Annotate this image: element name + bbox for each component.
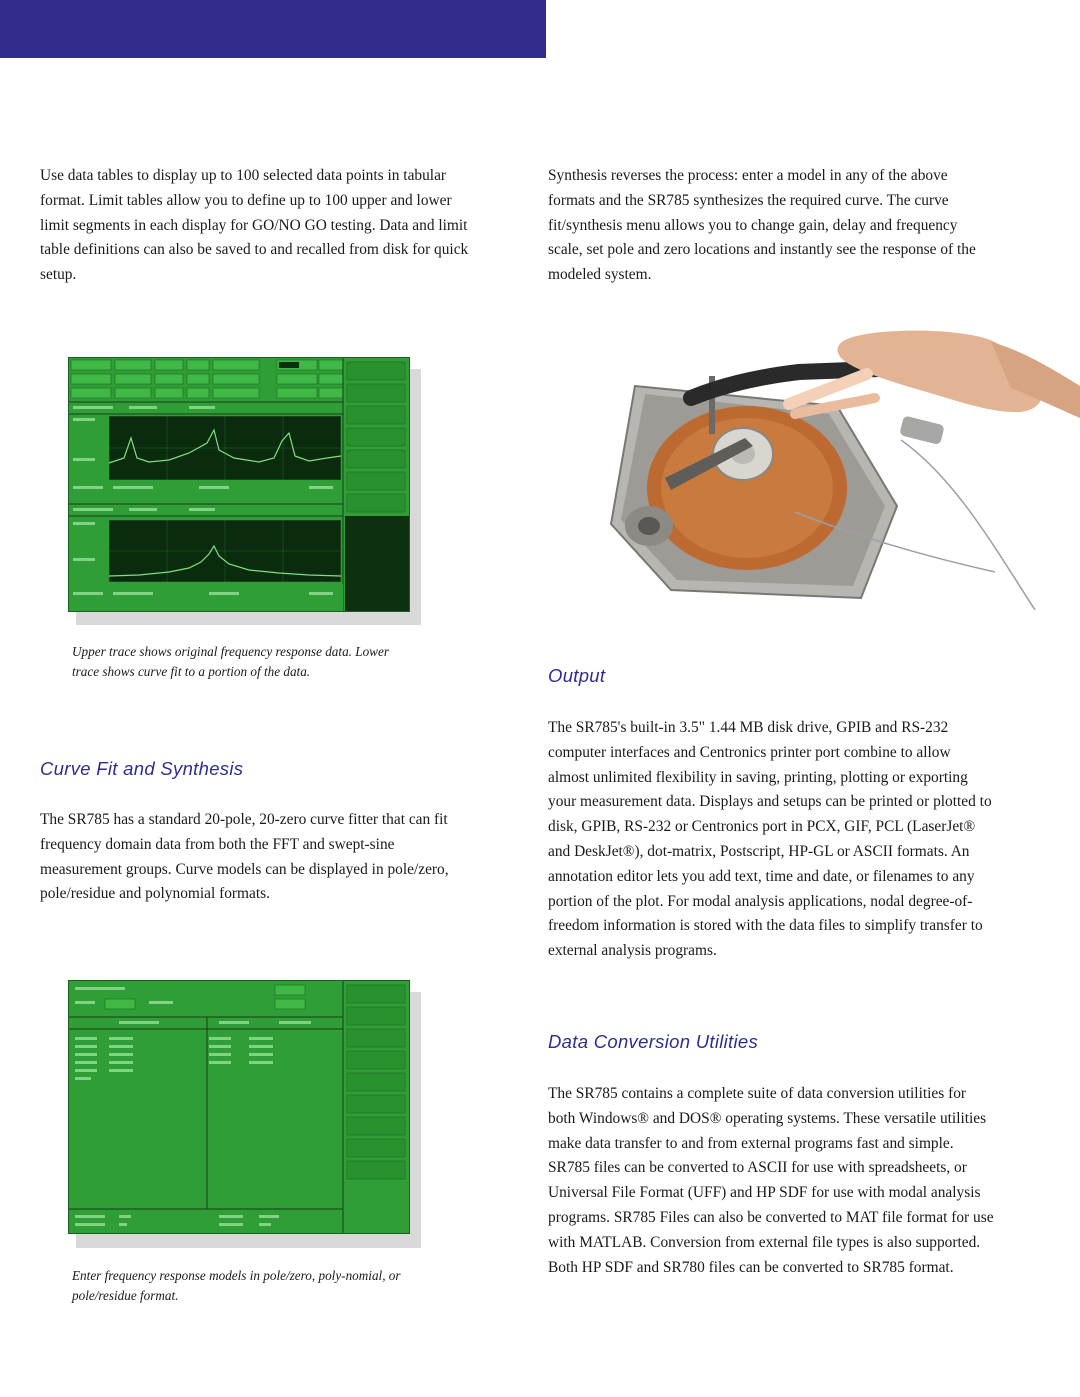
- curve-fit-paragraph: The SR785 has a standard 20-pole, 20-zero curve fitter that can fit frequency domain data from both the FFT and swept-sine measurement groups. Curve models can be displayed in pole/zero, pole/residue and polynomial formats.: [40, 811, 449, 903]
- output-heading: Output: [548, 665, 606, 686]
- figure1-caption: Upper trace shows original frequency response data. Lower trace shows curve fit to a portion of the data.: [72, 644, 389, 679]
- data-conversion-paragraph: The SR785 contains a complete suite of data conversion utilities for both Windows® and DOS® operating systems. These versatile utilities make data transfer to and from external programs fast and simple. SR785 files can be converted to ASCII for use with spreadsheets, or Universal File Format (UFF) and HP SDF for use with modal analysis programs. SR785 Files can also be converted to MAT file format for use with MATLAB. Conversion from external file types is also supported. Both HP SDF and SR780 files can be converted to SR785 format.: [548, 1085, 994, 1276]
- analyzer-display: [69, 358, 410, 612]
- data-tables-paragraph: Use data tables to display up to 100 selected data points in tabular format. Limit tables allow you to define up to 100 upper and lower limit segments in each display for GO/NO GO testing. Data and limit table definitions can also be saved to and recalled from disk for quick setup.: [40, 167, 469, 284]
- curve-table-display: [69, 981, 410, 1234]
- synthesis-paragraph: Synthesis reverses the process: enter a model in any of the above formats and the SR785 synthesizes the required curve. The curve fit/synthesis menu allows you to change gain, delay and frequency scale, set pole and zero locations and instantly see the response of the modeled system.: [548, 167, 976, 284]
- figure2-caption: Enter frequency response models in pole/zero, poly-nomial, or pole/residue format.: [72, 1268, 401, 1303]
- curve-fit-heading: Curve Fit and Synthesis: [40, 758, 244, 779]
- header-banner: [0, 0, 546, 58]
- output-paragraph: The SR785's built-in 3.5" 1.44 MB disk drive, GPIB and RS-232 computer interfaces and Centronics printer port combine to allow almost unlimited flexibility in saving, printing, plotting or exporting your measurement data. Displays and setups can be printed or plotted to disk, GPIB, RS-232 or Centronics port in PCX, GIF, PCL (LaserJet® and DeskJet®), dot-matrix, Postscript, HP-GL or ASCII formats. An annotation editor lets you add text, time and date, or filenames to any portion of the plot. For modal analysis applications, nodal degree-of-freedom information is stored with the data files to simplify transfer to external analysis programs.: [548, 719, 992, 960]
- hand-probing-disk-drive-image: [575, 328, 1080, 610]
- data-conversion-heading: Data Conversion Utilities: [548, 1031, 759, 1052]
- hard-drive-photo: [575, 328, 1080, 610]
